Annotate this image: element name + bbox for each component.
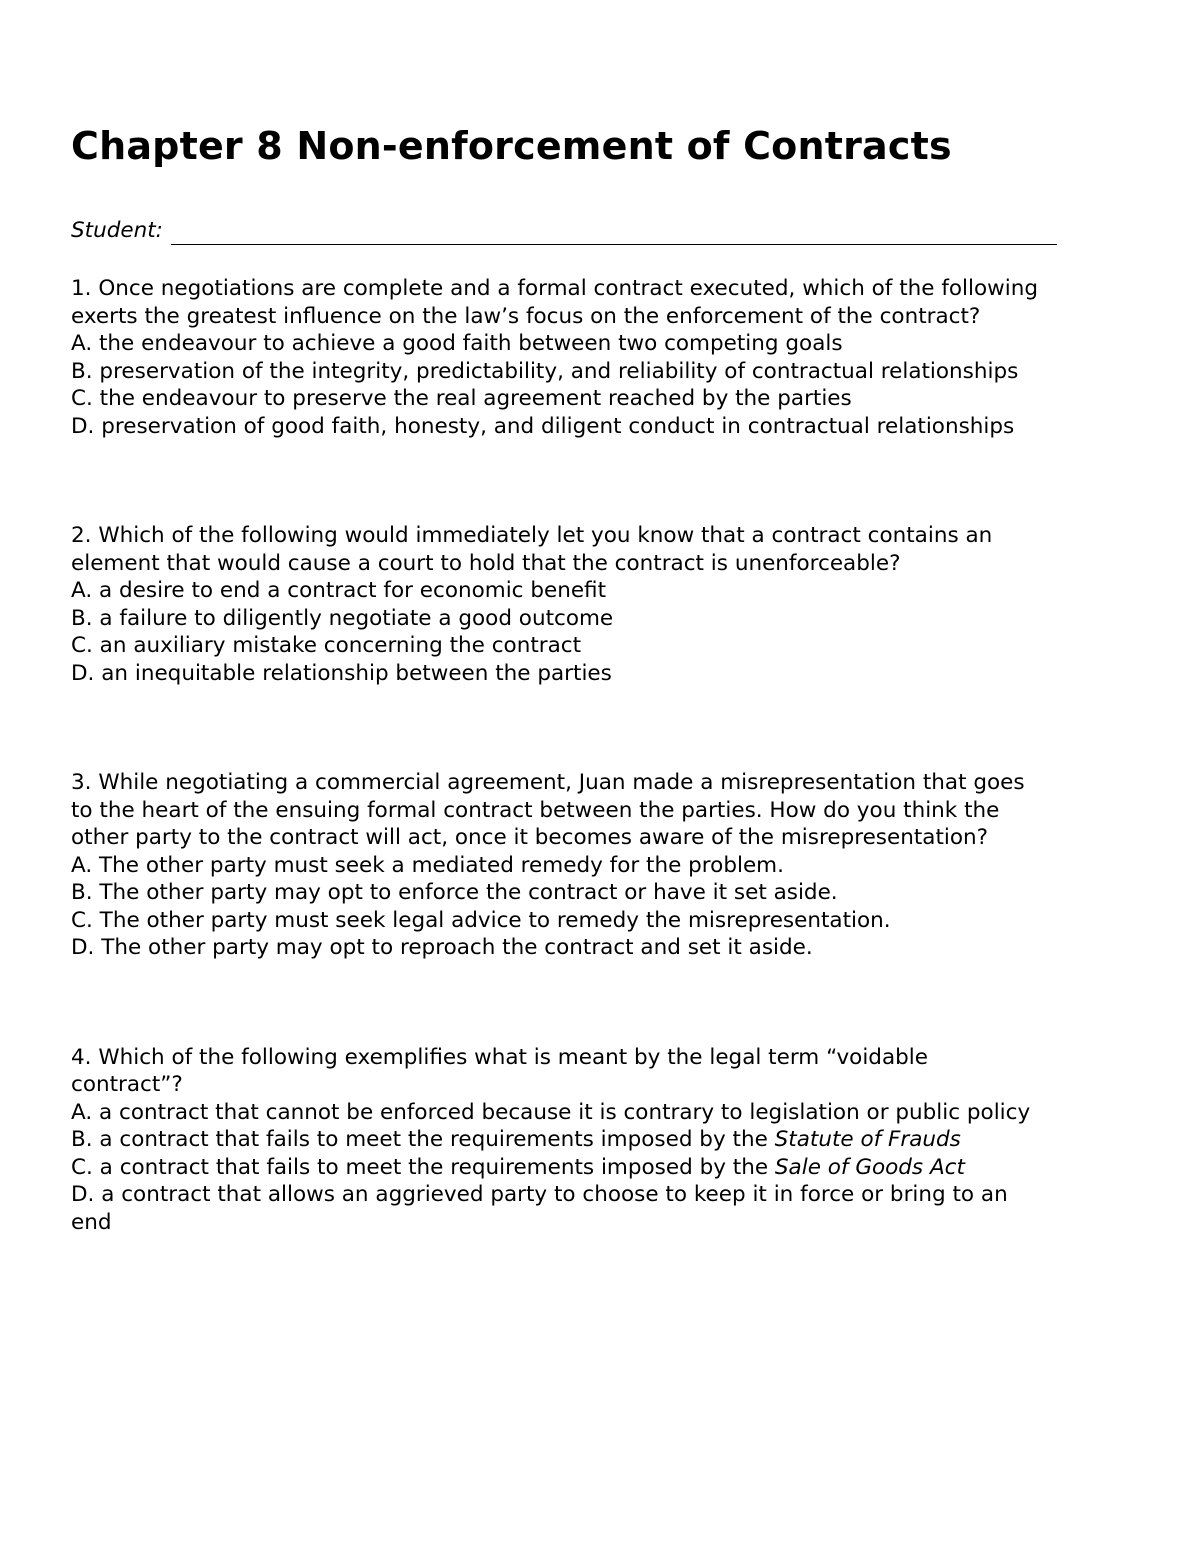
option-b-italic: Statute of Frauds [774, 1127, 961, 1152]
question-1 [71, 275, 1151, 440]
option-b-text: B. a contract that fails to meet the requirements imposed by the [71, 1127, 775, 1152]
option-a: A. a contract that cannot be enforced because it is contrary to legislation or public policy [71, 1099, 1031, 1125]
question-stem-line: element that would cause a court to hold that the contract is unenforceable? [71, 550, 901, 576]
question-stem-line: 1. Once negotiations are complete and a formal contract executed, which of the following [71, 276, 1038, 301]
question-3 [71, 769, 1151, 962]
option-c [71, 1154, 1151, 1182]
question-stem-line: 4. Which of the following exemplifies what is meant by the legal term “voidable [71, 1044, 928, 1070]
question-stem-line: exerts the greatest influence on the law’s focus on the enforcement of the contract? [71, 303, 981, 329]
option-d: D. The other party may opt to reproach the contract and set it aside. [71, 935, 813, 960]
question-4 [71, 1044, 1151, 1237]
option-b: B. preservation of the integrity, predictability, and reliability of contractual relationships [71, 358, 1019, 384]
option-d: D. an inequitable relationship between the parties [71, 660, 612, 686]
student-name-line[interactable] [171, 224, 1057, 245]
option-d-continued: end [71, 1209, 112, 1235]
option-c-italic: Sale of Goods Act [774, 1154, 965, 1180]
option-b: B. a failure to diligently negotiate a good outcome [71, 605, 614, 631]
option-c: C. an auxiliary mistake concerning the contract [71, 633, 582, 658]
option-c: C. the endeavour to preserve the real agreement reached by the parties [71, 386, 852, 411]
option-c-text: C. a contract that fails to meet the requirements imposed by the [71, 1154, 775, 1180]
option-d: D. preservation of good faith, honesty, and diligent conduct in contractual relationships [71, 413, 1015, 439]
option-a: A. the endeavour to achieve a good faith between two competing goals [71, 331, 843, 356]
page-title: Chapter 8 Non-enforcement of Contracts [71, 124, 952, 168]
student-label: Student: [71, 218, 163, 243]
option-b: B. The other party may opt to enforce the contract or have it set aside. [71, 880, 838, 905]
question-stem-line: contract”? [71, 1072, 183, 1097]
question-stem-line: 3. While negotiating a commercial agreement, Juan made a misrepresentation that goes [71, 770, 1025, 795]
option-a: A. The other party must seek a mediated remedy for the problem. [71, 852, 784, 878]
option-d: D. a contract that allows an aggrieved party to choose to keep it in force or bring to an [71, 1182, 1008, 1207]
option-c: C. The other party must seek legal advice to remedy the misrepresentation. [71, 907, 891, 933]
question-stem-line: 2. Which of the following would immediately let you know that a contract contains an [71, 523, 993, 548]
option-b [71, 1126, 1151, 1154]
question-stem-line: to the heart of the ensuing formal contract between the parties. How do you think the [71, 797, 1000, 823]
option-a: A. a desire to end a contract for economic benefit [71, 578, 607, 603]
question-stem-line: other party to the contract will act, once it becomes aware of the misrepresentation? [71, 825, 989, 850]
question-2 [71, 522, 1151, 687]
student-field-row [71, 217, 1151, 245]
document-page [71, 120, 1151, 1236]
